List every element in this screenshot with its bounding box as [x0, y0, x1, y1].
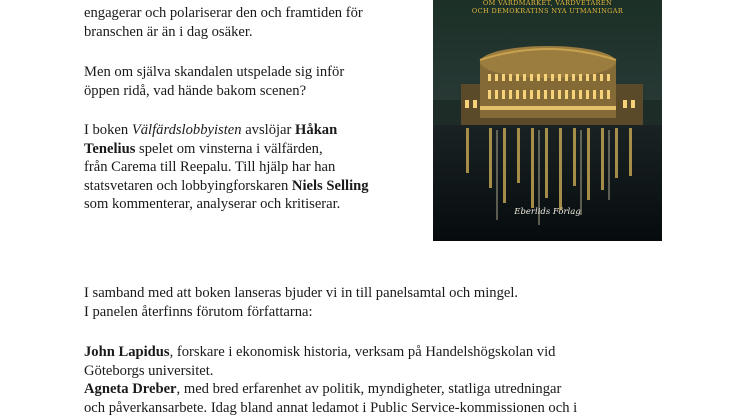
panel-member-1-line-1	[84, 343, 624, 362]
event-line-1: I samband med att boken lanseras bjuder vi in till panelsamtal och mingel.	[84, 285, 519, 301]
book-title: Välfärdslobbyisten	[131, 122, 242, 138]
question-line-1: Men om själva skandalen utspelade sig inför	[84, 64, 345, 80]
author-2: Niels Selling	[291, 177, 369, 194]
panel-member-1-name: John Lapidus	[84, 344, 170, 360]
event-paragraph	[84, 284, 624, 321]
intro-line-1: engagerar och polariserar den och framtiden för	[84, 5, 363, 21]
author-1-last: Tenelius	[84, 140, 136, 157]
book-line-2-rest: spelet om vinsterna i välfärden,	[135, 140, 323, 157]
event-line-2: I panelen återfinns förutom författarna:	[84, 303, 313, 320]
panel-member-1-line-2: Göteborgs universitet.	[84, 362, 214, 379]
panel-member-2-desc: , med bred erfarenhet av politik, myndigheter, statliga utredningar	[176, 381, 562, 397]
panel-member-2-line-2: och påverkansarbete. Idag bland annat ledamot i Public Service-kommissionen och i	[84, 399, 578, 416]
cover-publisher: Eberlids Förlag	[514, 207, 581, 217]
book-mid-text: avslöjar	[241, 122, 296, 138]
panel-list	[84, 343, 624, 417]
panel-member-1-desc: , forskare i ekonomisk historia, verksam på Handelshögskolan vid	[169, 344, 556, 360]
panel-member-2-line-1	[84, 380, 624, 399]
cover-subtitle-line-1: OM VÄRDMÄRKET, VÄRDVETAREN	[482, 0, 613, 7]
question-line-2: öppen ridå, vad hände bakom scenen?	[84, 82, 307, 99]
intro-line-2: branschen är än i dag osäker.	[84, 23, 253, 40]
book-line-3: från Carema till Reepalu. Till hjälp har han	[84, 159, 336, 175]
book-cover-image	[433, 0, 662, 241]
book-pre-text: I boken	[84, 122, 132, 138]
book-line-5: som kommenterar, analyserar och kritiserar.	[84, 196, 341, 212]
author-1-first: Håkan	[295, 122, 338, 138]
cover-subtitle-line-2: OCH DEMOKRATINS NYA UTMANINGAR	[471, 7, 624, 15]
book-line-4-pre: statsvetaren och lobbyingforskaren	[84, 177, 292, 194]
panel-member-2-name: Agneta Dreber	[84, 381, 177, 397]
parliament-building-illustration	[433, 0, 662, 241]
